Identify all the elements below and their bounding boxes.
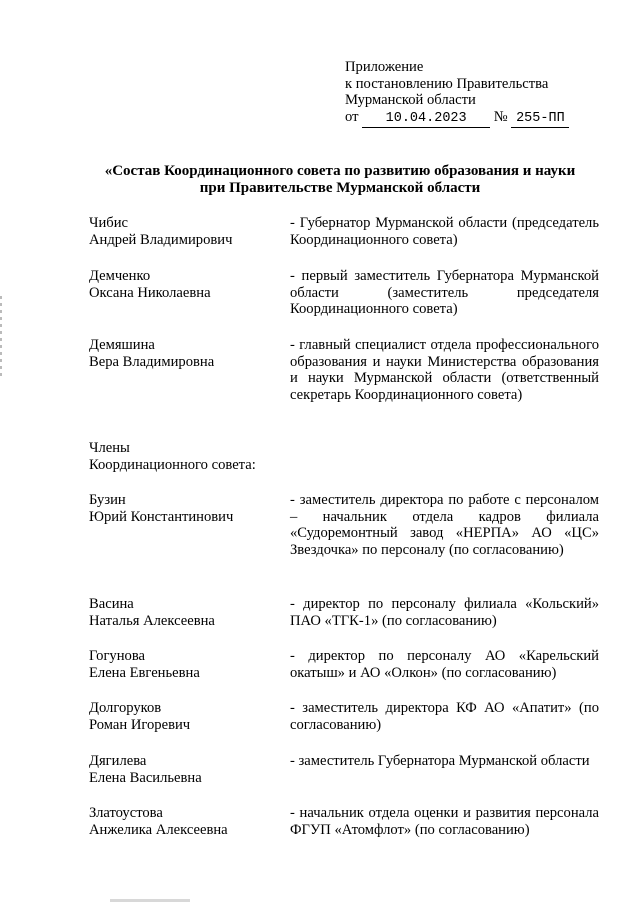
person-surname: Бузин — [89, 492, 126, 508]
person-surname: Златоустова — [89, 805, 163, 821]
person-given-name: Елена Васильевна — [89, 769, 202, 786]
person-surname: Долгоруков — [89, 700, 162, 716]
person-name — [89, 753, 279, 786]
person-surname: Демченко — [89, 268, 151, 284]
person-surname: Дягилева — [89, 753, 147, 769]
person-surname: Чибис — [89, 215, 129, 231]
person-name — [89, 700, 279, 733]
person-given-name: Роман Игоревич — [89, 716, 191, 733]
person-given-name: Андрей Владимирович — [89, 231, 233, 248]
person-name — [89, 648, 279, 681]
appendix-date-line — [345, 109, 605, 129]
appendix-line-1: Приложение — [345, 59, 424, 75]
person-role: - первый заместитель Губернатора Мурманской области (заместитель председателя Координационного совета) — [290, 268, 599, 318]
appendix-line-2: к постановлению Правительства — [345, 75, 549, 92]
person-given-name: Анжелика Алексеевна — [89, 821, 228, 838]
person-name — [89, 215, 279, 248]
person-given-name: Оксана Николаевна — [89, 284, 211, 301]
appendix-block — [345, 59, 605, 128]
title-line-2: при Правительстве Мурманской области — [199, 180, 481, 196]
members-heading-line-2: Координационного совета: — [89, 456, 256, 473]
appendix-line-3: Мурманской области — [345, 92, 476, 109]
person-role: - заместитель директора КФ АО «Апатит» (по согласованию) — [290, 700, 599, 733]
person-given-name: Вера Владимировна — [89, 353, 215, 370]
number-label: № — [493, 108, 508, 125]
person-role: - Губернатор Мурманской области (председатель Координационного совета) — [290, 215, 599, 248]
person-role: - заместитель Губернатора Мурманской области — [290, 753, 590, 769]
members-heading-line-1: Члены — [89, 440, 130, 456]
person-given-name: Наталья Алексеевна — [89, 612, 215, 629]
person-name — [89, 337, 279, 370]
resolution-number: 255-ПП — [511, 111, 569, 129]
person-role: - директор по персоналу филиала «Кольский» ПАО «ТГК-1» (по согласованию) — [290, 596, 599, 629]
person-given-name: Елена Евгеньевна — [89, 664, 200, 681]
person-role: - начальник отдела оценки и развития персонала ФГУП «Атомфлот» (по согласованию) — [290, 805, 599, 838]
person-name — [89, 596, 279, 629]
person-role: - заместитель директора по работе с персоналом – начальник отдела кадров филиала «Судоремонтный завод «НЕРПА» АО «ЦС» Звездочка» по персоналу (по согласованию) — [290, 492, 599, 558]
person-surname: Гогунова — [89, 648, 146, 664]
scan-edge-mark — [0, 296, 2, 376]
person-name — [89, 805, 279, 838]
person-name — [89, 492, 279, 525]
scan-bottom-mark — [110, 899, 190, 902]
document-title — [80, 163, 600, 197]
person-name — [89, 268, 279, 301]
title-line-1: «Состав Координационного совета по развитию образования и науки — [104, 163, 576, 179]
members-heading — [89, 440, 289, 473]
person-surname: Демяшина — [89, 337, 155, 353]
person-given-name: Юрий Константинович — [89, 508, 234, 525]
from-label: от — [345, 108, 359, 125]
resolution-date: 10.04.2023 — [362, 111, 490, 129]
person-role: - директор по персоналу АО «Карельский окатыш» и АО «Олкон» (по согласованию) — [290, 648, 599, 681]
person-role: - главный специалист отдела профессионального образования и науки Министерства образования и науки Мурманской области (ответственный секретарь Координационного совета) — [290, 337, 599, 403]
person-surname: Васина — [89, 596, 134, 612]
